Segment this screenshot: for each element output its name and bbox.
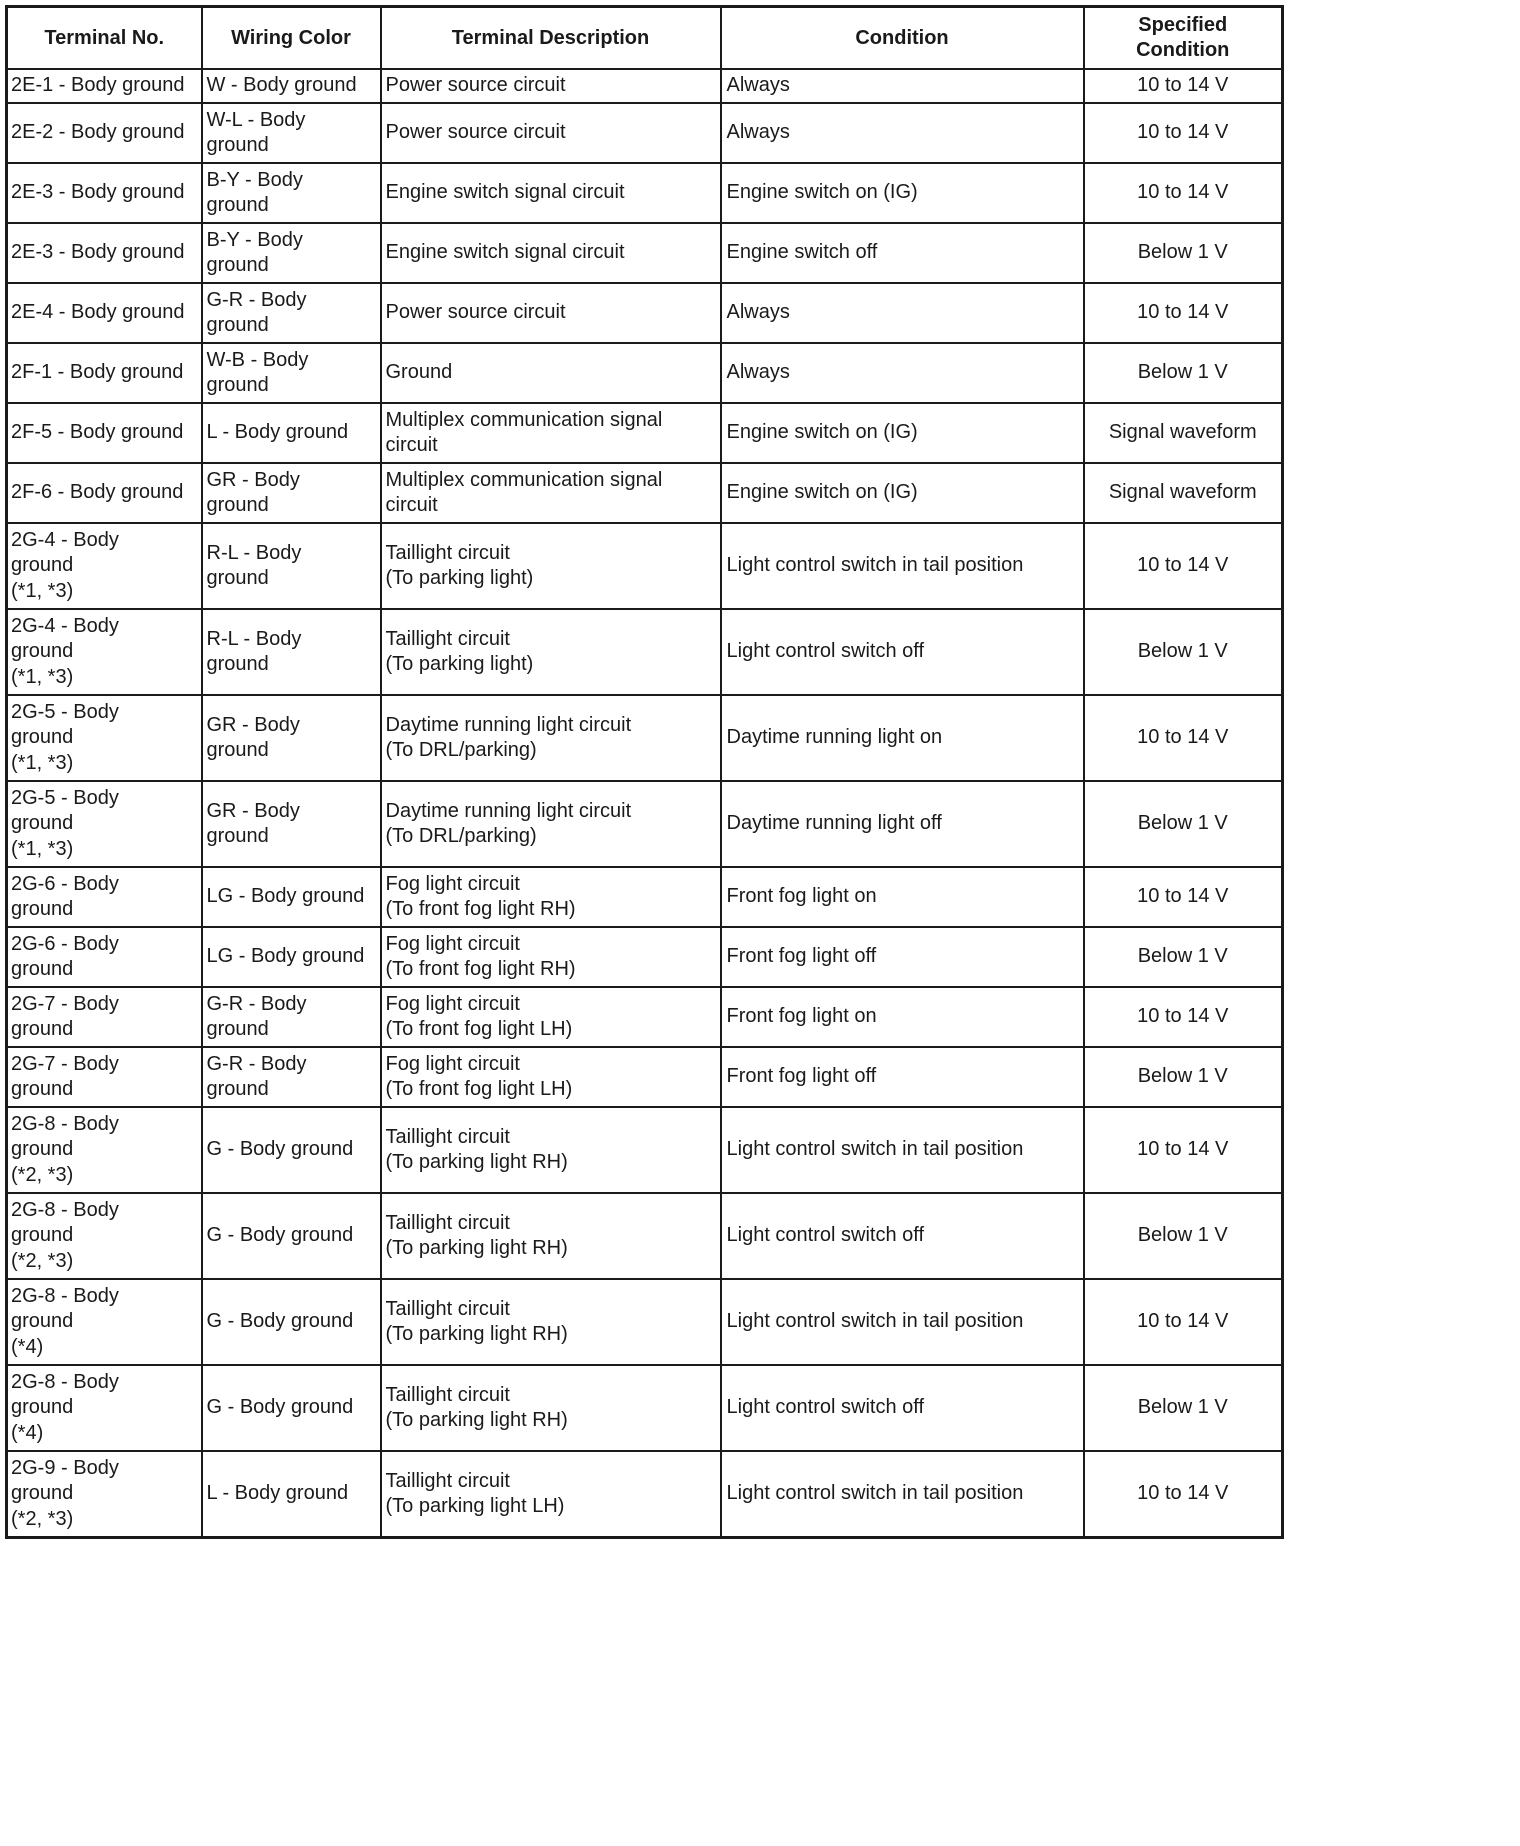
cell-condition: Engine switch off — [721, 223, 1084, 283]
cell-terminal-no: 2F-5 - Body ground — [7, 403, 202, 463]
cell-description: Fog light circuit (To front fog light LH) — [381, 1047, 721, 1107]
cell-description: Power source circuit — [381, 283, 721, 343]
table-row — [7, 103, 1283, 163]
cell-wiring-color: G - Body ground — [202, 1193, 381, 1279]
header-terminal-no: Terminal No. — [7, 7, 202, 70]
cell-description: Power source circuit — [381, 103, 721, 163]
cell-specified-condition: Signal waveform — [1084, 463, 1283, 523]
cell-wiring-color: B-Y - Body ground — [202, 163, 381, 223]
cell-condition: Engine switch on (IG) — [721, 463, 1084, 523]
cell-condition: Light control switch in tail position — [721, 1107, 1084, 1193]
cell-specified-condition: Signal waveform — [1084, 403, 1283, 463]
cell-wiring-color: B-Y - Body ground — [202, 223, 381, 283]
cell-specified-condition: 10 to 14 V — [1084, 523, 1283, 609]
table-row — [7, 1365, 1283, 1451]
cell-condition: Light control switch in tail position — [721, 1451, 1084, 1538]
table-row — [7, 927, 1283, 987]
cell-specified-condition: Below 1 V — [1084, 781, 1283, 867]
cell-terminal-no: 2G-7 - Body ground — [7, 1047, 202, 1107]
cell-description: Taillight circuit (To parking light RH) — [381, 1107, 721, 1193]
cell-specified-condition: 10 to 14 V — [1084, 1107, 1283, 1193]
cell-condition: Light control switch off — [721, 1365, 1084, 1451]
cell-description: Fog light circuit (To front fog light RH) — [381, 927, 721, 987]
cell-specified-condition: Below 1 V — [1084, 1193, 1283, 1279]
cell-condition: Front fog light off — [721, 1047, 1084, 1107]
cell-wiring-color: GR - Body ground — [202, 781, 381, 867]
cell-description: Multiplex communication signal circuit — [381, 403, 721, 463]
cell-condition: Engine switch on (IG) — [721, 403, 1084, 463]
cell-condition: Light control switch off — [721, 609, 1084, 695]
cell-condition: Front fog light on — [721, 987, 1084, 1047]
cell-terminal-no: 2F-1 - Body ground — [7, 343, 202, 403]
cell-wiring-color: LG - Body ground — [202, 927, 381, 987]
cell-condition: Light control switch in tail position — [721, 1279, 1084, 1365]
cell-wiring-color: G-R - Body ground — [202, 987, 381, 1047]
table-row — [7, 695, 1283, 781]
cell-wiring-color: L - Body ground — [202, 403, 381, 463]
cell-terminal-no: 2G-8 - Body ground (*4) — [7, 1279, 202, 1365]
cell-wiring-color: R-L - Body ground — [202, 523, 381, 609]
cell-wiring-color: R-L - Body ground — [202, 609, 381, 695]
table-row — [7, 223, 1283, 283]
cell-terminal-no: 2G-4 - Body ground (*1, *3) — [7, 523, 202, 609]
cell-terminal-no: 2E-3 - Body ground — [7, 163, 202, 223]
cell-specified-condition: Below 1 V — [1084, 1047, 1283, 1107]
cell-description: Taillight circuit (To parking light) — [381, 609, 721, 695]
cell-condition: Always — [721, 103, 1084, 163]
cell-description: Daytime running light circuit (To DRL/parking) — [381, 781, 721, 867]
table-body — [7, 69, 1283, 1538]
cell-terminal-no: 2G-6 - Body ground — [7, 927, 202, 987]
cell-wiring-color: G - Body ground — [202, 1279, 381, 1365]
cell-specified-condition: Below 1 V — [1084, 1365, 1283, 1451]
cell-condition: Daytime running light off — [721, 781, 1084, 867]
cell-specified-condition: Below 1 V — [1084, 343, 1283, 403]
cell-specified-condition: 10 to 14 V — [1084, 283, 1283, 343]
cell-specified-condition: 10 to 14 V — [1084, 867, 1283, 927]
table-row — [7, 1279, 1283, 1365]
cell-terminal-no: 2G-5 - Body ground (*1, *3) — [7, 695, 202, 781]
cell-description: Multiplex communication signal circuit — [381, 463, 721, 523]
table-row — [7, 1107, 1283, 1193]
cell-description: Engine switch signal circuit — [381, 223, 721, 283]
cell-description: Taillight circuit (To parking light LH) — [381, 1451, 721, 1538]
cell-specified-condition: 10 to 14 V — [1084, 69, 1283, 103]
header-terminal-description: Terminal Description — [381, 7, 721, 70]
header-row — [7, 7, 1283, 70]
cell-wiring-color: GR - Body ground — [202, 695, 381, 781]
cell-terminal-no: 2G-5 - Body ground (*1, *3) — [7, 781, 202, 867]
cell-description: Fog light circuit (To front fog light LH) — [381, 987, 721, 1047]
cell-condition: Always — [721, 283, 1084, 343]
table-row — [7, 523, 1283, 609]
cell-specified-condition: Below 1 V — [1084, 223, 1283, 283]
cell-terminal-no: 2G-4 - Body ground (*1, *3) — [7, 609, 202, 695]
cell-terminal-no: 2G-8 - Body ground (*4) — [7, 1365, 202, 1451]
header-condition: Condition — [721, 7, 1084, 70]
table-row — [7, 1047, 1283, 1107]
table-row — [7, 609, 1283, 695]
cell-terminal-no: 2E-2 - Body ground — [7, 103, 202, 163]
cell-condition: Front fog light off — [721, 927, 1084, 987]
cell-terminal-no: 2E-4 - Body ground — [7, 283, 202, 343]
cell-wiring-color: G - Body ground — [202, 1107, 381, 1193]
cell-wiring-color: G-R - Body ground — [202, 1047, 381, 1107]
cell-description: Engine switch signal circuit — [381, 163, 721, 223]
cell-condition: Engine switch on (IG) — [721, 163, 1084, 223]
cell-condition: Always — [721, 343, 1084, 403]
terminal-spec-sheet — [5, 5, 1284, 1539]
cell-wiring-color: W - Body ground — [202, 69, 381, 103]
cell-description: Daytime running light circuit (To DRL/parking) — [381, 695, 721, 781]
table-row — [7, 1451, 1283, 1538]
cell-condition: Front fog light on — [721, 867, 1084, 927]
cell-wiring-color: LG - Body ground — [202, 867, 381, 927]
table-row — [7, 463, 1283, 523]
table-row — [7, 283, 1283, 343]
table-row — [7, 403, 1283, 463]
table-row — [7, 343, 1283, 403]
cell-specified-condition: 10 to 14 V — [1084, 1279, 1283, 1365]
table-row — [7, 1193, 1283, 1279]
cell-wiring-color: G - Body ground — [202, 1365, 381, 1451]
cell-condition: Light control switch off — [721, 1193, 1084, 1279]
cell-specified-condition: 10 to 14 V — [1084, 103, 1283, 163]
cell-wiring-color: W-L - Body ground — [202, 103, 381, 163]
cell-description: Taillight circuit (To parking light RH) — [381, 1279, 721, 1365]
cell-terminal-no: 2F-6 - Body ground — [7, 463, 202, 523]
table-row — [7, 781, 1283, 867]
header-wiring-color: Wiring Color — [202, 7, 381, 70]
table-row — [7, 867, 1283, 927]
table-row — [7, 987, 1283, 1047]
cell-wiring-color: G-R - Body ground — [202, 283, 381, 343]
cell-description: Fog light circuit (To front fog light RH) — [381, 867, 721, 927]
cell-description: Taillight circuit (To parking light RH) — [381, 1365, 721, 1451]
cell-description: Power source circuit — [381, 69, 721, 103]
table-header — [7, 7, 1283, 70]
cell-terminal-no: 2E-1 - Body ground — [7, 69, 202, 103]
cell-specified-condition: 10 to 14 V — [1084, 1451, 1283, 1538]
cell-specified-condition: 10 to 14 V — [1084, 695, 1283, 781]
cell-description: Taillight circuit (To parking light) — [381, 523, 721, 609]
cell-wiring-color: W-B - Body ground — [202, 343, 381, 403]
cell-wiring-color: GR - Body ground — [202, 463, 381, 523]
cell-terminal-no: 2G-7 - Body ground — [7, 987, 202, 1047]
cell-condition: Light control switch in tail position — [721, 523, 1084, 609]
header-specified-condition: Specified Condition — [1084, 7, 1283, 70]
cell-specified-condition: 10 to 14 V — [1084, 987, 1283, 1047]
cell-terminal-no: 2G-6 - Body ground — [7, 867, 202, 927]
cell-condition: Always — [721, 69, 1084, 103]
cell-description: Taillight circuit (To parking light RH) — [381, 1193, 721, 1279]
table-row — [7, 163, 1283, 223]
cell-specified-condition: Below 1 V — [1084, 609, 1283, 695]
cell-terminal-no: 2G-8 - Body ground (*2, *3) — [7, 1193, 202, 1279]
cell-terminal-no: 2G-9 - Body ground (*2, *3) — [7, 1451, 202, 1538]
table-row — [7, 69, 1283, 103]
cell-condition: Daytime running light on — [721, 695, 1084, 781]
terminal-table — [5, 5, 1284, 1539]
cell-wiring-color: L - Body ground — [202, 1451, 381, 1538]
cell-terminal-no: 2E-3 - Body ground — [7, 223, 202, 283]
cell-specified-condition: 10 to 14 V — [1084, 163, 1283, 223]
cell-terminal-no: 2G-8 - Body ground (*2, *3) — [7, 1107, 202, 1193]
cell-description: Ground — [381, 343, 721, 403]
cell-specified-condition: Below 1 V — [1084, 927, 1283, 987]
